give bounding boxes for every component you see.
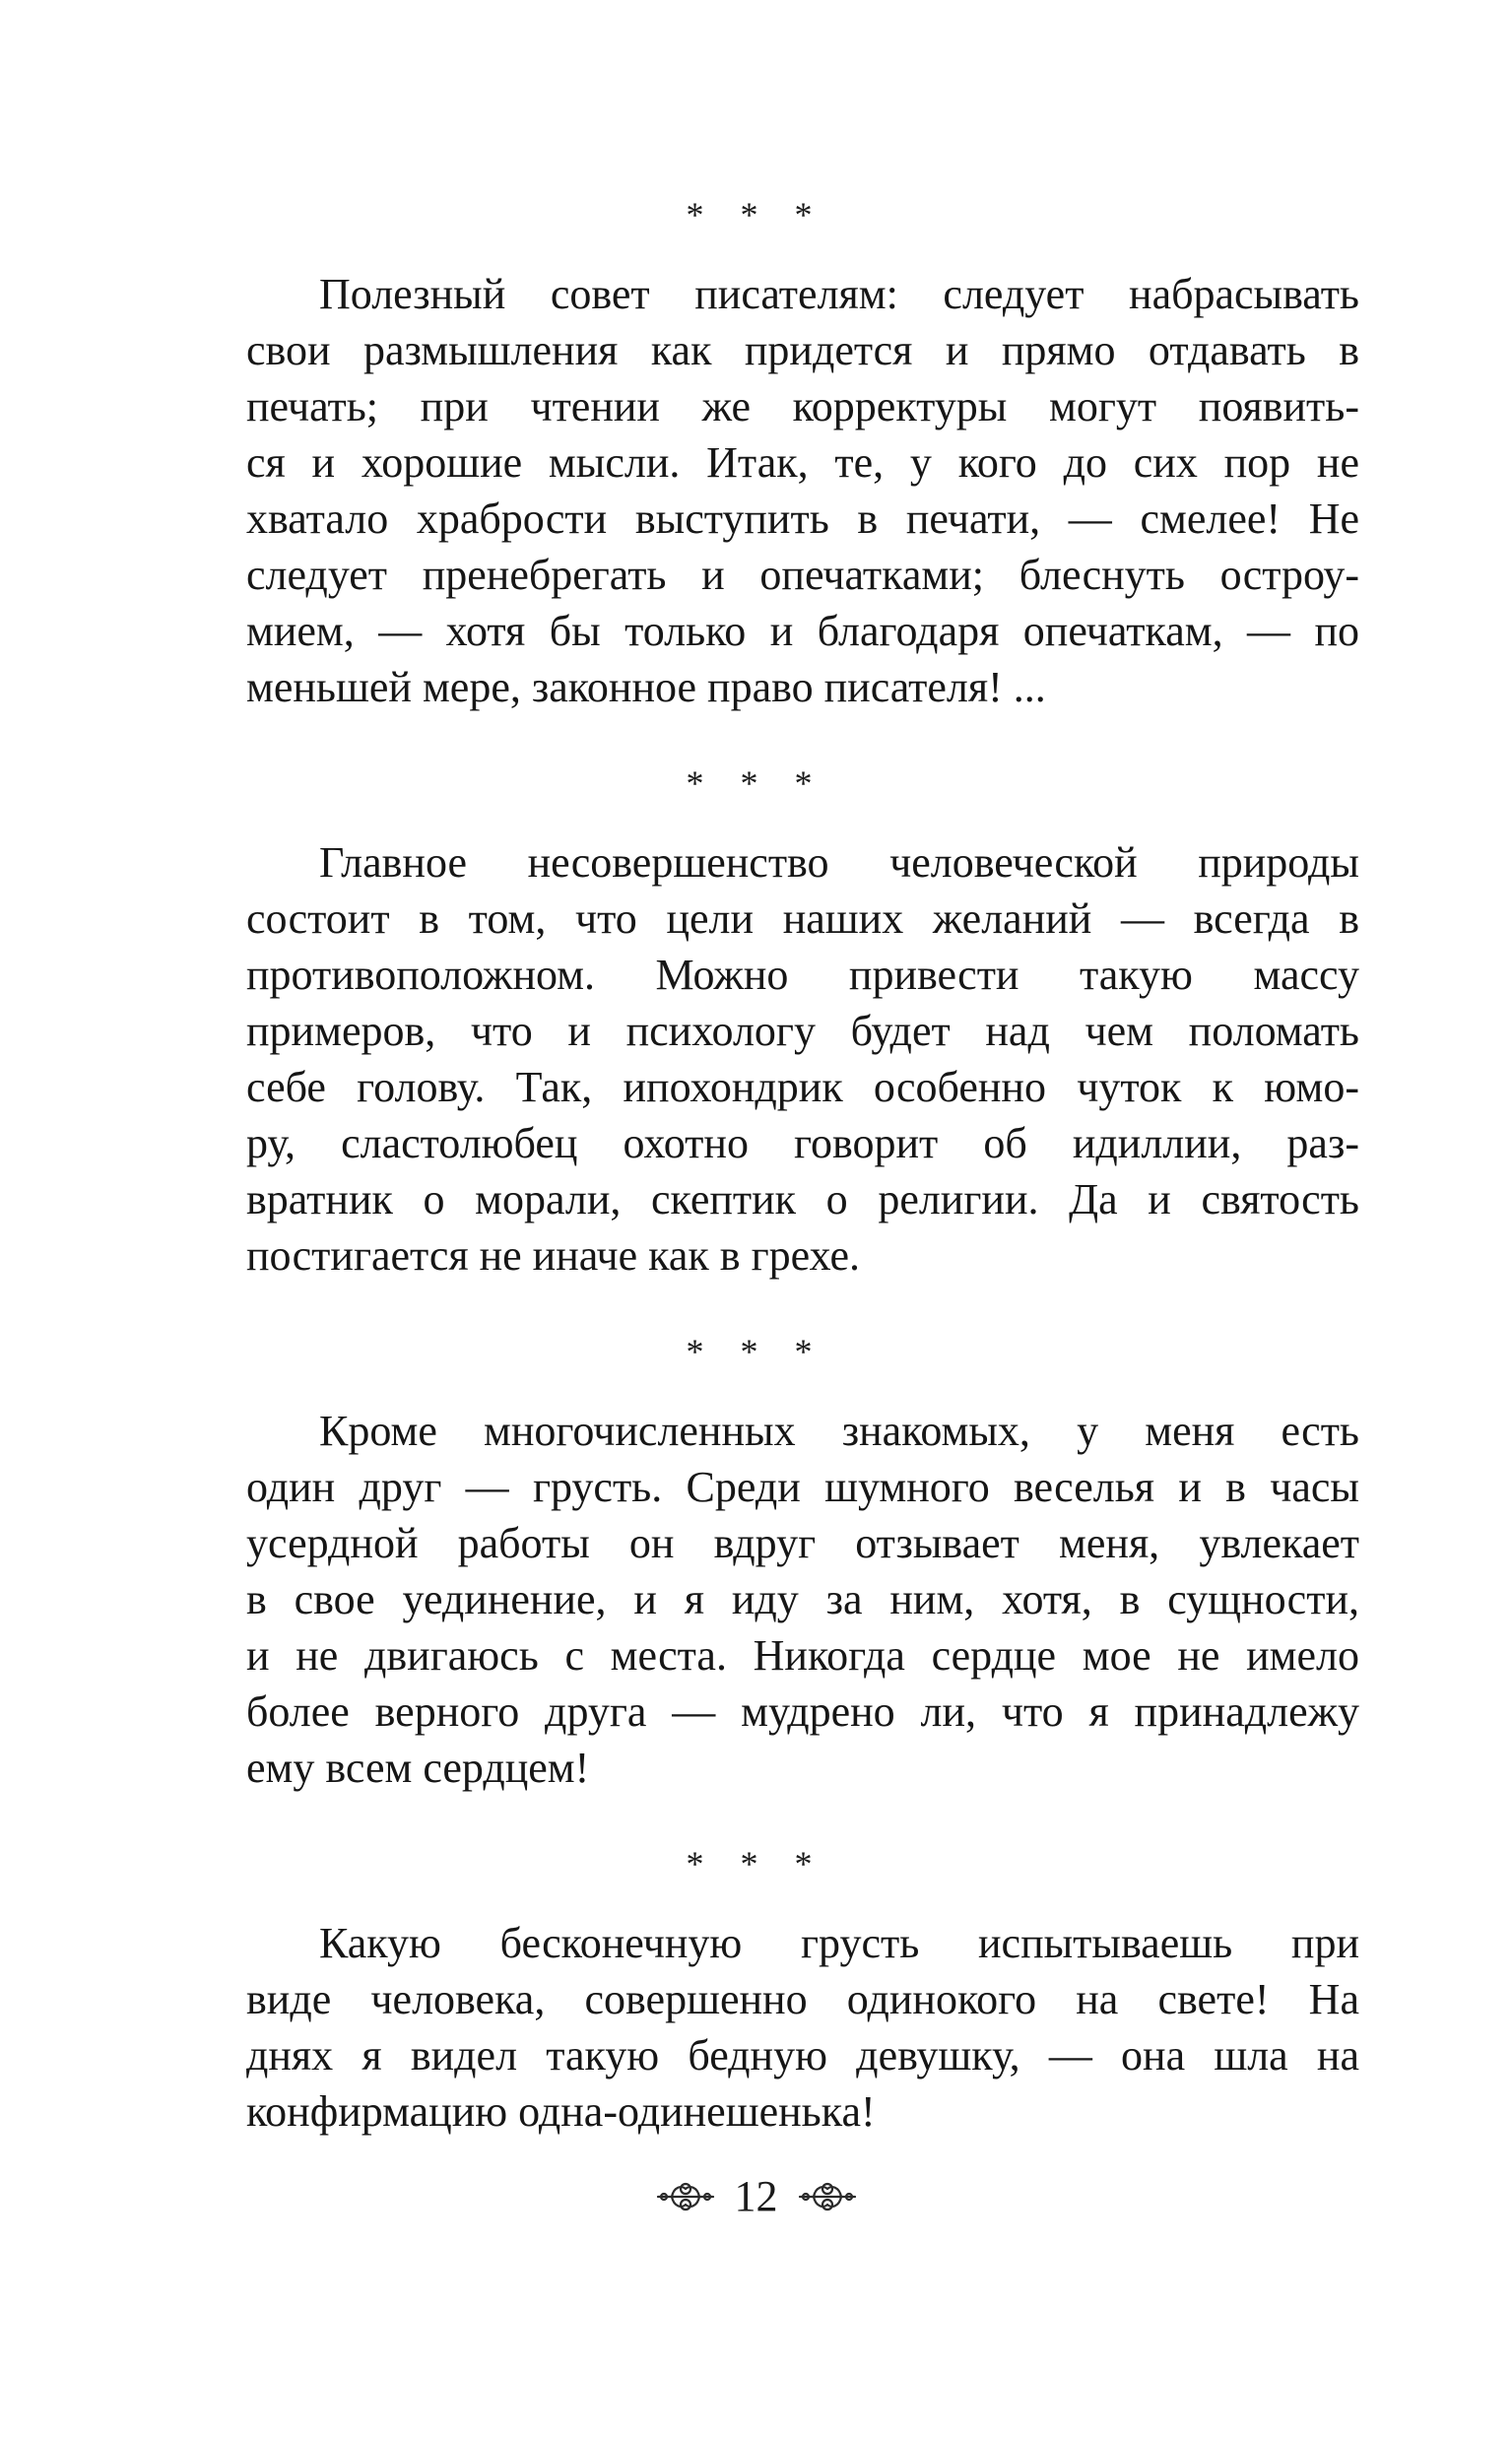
text-line: постигается не иначе как в грехе.	[246, 1231, 861, 1280]
text-line: днях я видел такую бедную девушку, — она шла на	[246, 2031, 1359, 2080]
text-line: более верного друга — мудрено ли, что я принадлежу	[246, 1687, 1359, 1736]
text-line: примеров, что и психологу будет над чем поломать	[246, 1007, 1359, 1055]
text-line: и не двигаюсь с места. Никогда сердце мое не имело	[246, 1631, 1359, 1680]
text-line: Кроме многочисленных знакомых, у меня есть	[319, 1407, 1359, 1455]
text-line: ся и хорошие мысли. Итак, те, у кого до сих пор не	[246, 438, 1359, 487]
page-number: 12	[734, 2172, 778, 2220]
text-line: Какую бесконечную грусть испытываешь при	[319, 1919, 1359, 1967]
section-separator: * * *	[686, 195, 826, 234]
text-line: виде человека, совершенно одинокого на свете! На	[246, 1975, 1359, 2023]
section-separator: * * *	[686, 763, 826, 803]
paragraph-human-nature	[246, 834, 1359, 1284]
text-line: себе голову. Так, ипохондрик особенно чуток к юмо-	[246, 1063, 1359, 1111]
text-line: следует пренебрегать и опечатками; блеснуть остроу-	[246, 551, 1359, 599]
text-line: конфирмацию одна-одинешенька!	[246, 2087, 876, 2136]
text-line: один друг — грусть. Среди шумного веселья и в часы	[246, 1463, 1359, 1511]
text-line: Полезный совет писателям: следует набрасывать	[319, 270, 1359, 318]
text-line: ру, сластолюбец охотно говорит об идиллии, раз-	[246, 1119, 1359, 1167]
floral-ornament-icon	[654, 2177, 717, 2216]
text-line: состоит в том, что цели наших желаний — всегда в	[246, 894, 1359, 943]
text-line: вратник о морали, скептик о религии. Да и святость	[246, 1175, 1359, 1223]
text-line: меньшей мере, законное право писателя! ...	[246, 663, 1046, 711]
page-footer	[0, 2157, 1512, 2236]
text-line: противоположном. Можно привести такую массу	[246, 951, 1359, 999]
text-line: мием, — хотя бы только и благодаря опечаткам, — по	[246, 607, 1359, 655]
text-line: усердной работы он вдруг отзывает меня, увлекает	[246, 1519, 1359, 1567]
paragraph-friend-sadness	[246, 1403, 1359, 1796]
section-separator: * * *	[686, 1332, 826, 1371]
section-separator: * * *	[686, 1844, 826, 1883]
text-line: печать; при чтении же корректуры могут появить-	[246, 382, 1359, 430]
paragraph-lonely-person	[246, 1915, 1359, 2140]
floral-ornament-icon	[796, 2177, 859, 2216]
text-line: Главное несовершенство человеческой природы	[319, 838, 1359, 887]
paragraph-writers-advice	[246, 266, 1359, 715]
text-line: хватало храбрости выступить в печати, — смелее! Не	[246, 495, 1359, 543]
text-line: в свое уединение, и я иду за ним, хотя, в сущности,	[246, 1575, 1359, 1623]
text-line: ему всем сердцем!	[246, 1744, 590, 1792]
text-line: свои размышления как придется и прямо отдавать в	[246, 326, 1359, 374]
